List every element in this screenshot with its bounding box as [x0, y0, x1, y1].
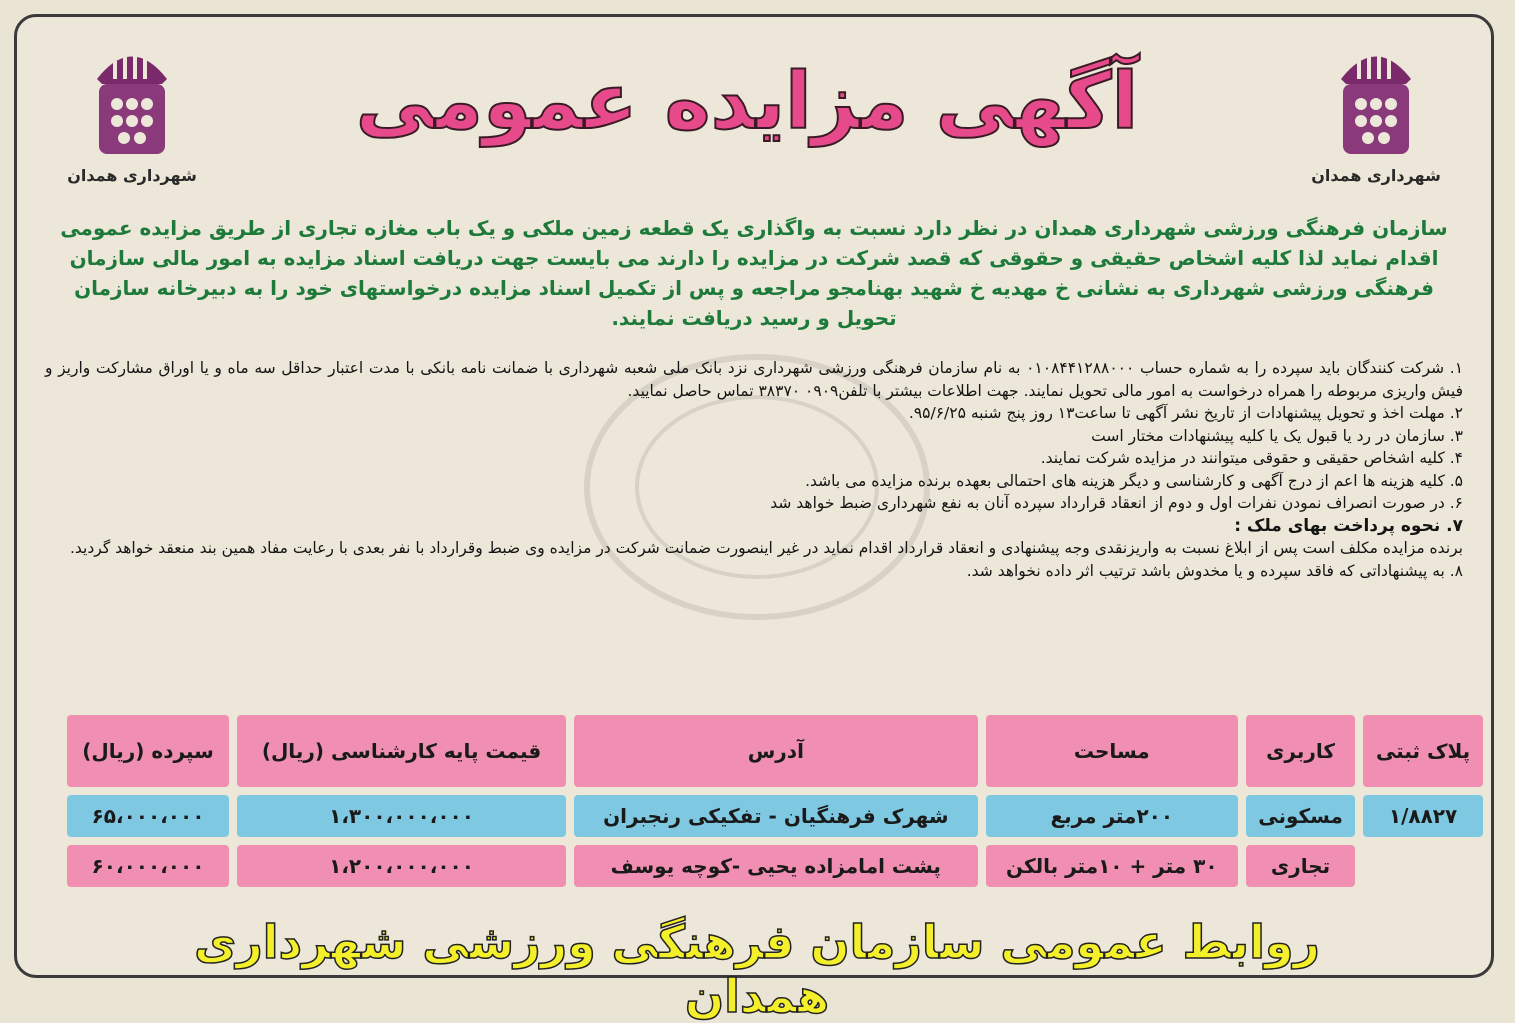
hamedan-emblem-icon [1321, 39, 1431, 164]
term-item: ۲. مهلت اخذ و تحویل پیشنهادات از تاریخ نشر آگهی تا ساعت۱۳ روز پنج شنبه ۹۵/۶/۲۵. [908, 404, 1463, 422]
table-header-cell: سپرده (ریال) [67, 715, 229, 787]
table-cell: ۶۰،۰۰۰،۰۰۰ [67, 845, 229, 887]
term-item: ۸. به پیشنهاداتی که فاقد سپرده و یا مخدوش باشد ترتیب اثر داده نخواهد شد. [966, 561, 1463, 580]
table-header-cell: کاربری [1246, 715, 1355, 787]
advertisement-frame [14, 14, 1494, 1023]
table-cell: ۶۵،۰۰۰،۰۰۰ [67, 795, 229, 837]
footer-signature: روابط عمومی سازمان فرهنگی ورزشی شهرداری همدان [194, 915, 1320, 1023]
term-item: برنده مزایده مکلف است پس از ابلاغ نسبت به واریزنقدی وجه پیشنهادی و انعقاد قرارداد اقدام نماید در غیر اینصورت ضمانت شرکت در مزایده وی ضبط وقرارداد با نفر بعدی با رعایت مفاد همین بند منعقد خواهد گردید. [69, 539, 1463, 557]
table-cell: شهرک فرهنگیان - تفکیکی رنجبران [574, 795, 978, 837]
term-item-payment-heading: ۷. نحوه پرداخت بهای ملک : [1234, 515, 1463, 536]
term-item: ۱. شرکت کنندگان باید سپرده را به شماره حساب ۰۱۰۸۴۴۱۲۸۸۰۰۰ به نام سازمان فرهنگی ورزشی شهرداری نزد بانک ملی شعبه شهرداری با ضمانت نامه بانکی با مدت اعتبار حداقل سه ماه و یا اوراق مشارکت واریز و فیش واریزی مربوطه را همراه درخواست به امور مالی تحویل نمایند. جهت اطلاعات بیشتر با تلفن۰۹۰۹ ۳۸۳۷۰ تماس حاصل نمایید. [45, 359, 1464, 400]
table-cell: ۱/۸۸۲۷ [1363, 795, 1483, 837]
table-cell: تجاری [1246, 845, 1355, 887]
municipality-logo-left [57, 39, 207, 185]
term-item: ۴. کلیه اشخاص حقیقی و حقوقی میتوانند در مزایده شرکت نمایند. [1040, 449, 1463, 467]
table-header-cell: مساحت [986, 715, 1238, 787]
table-header-cell: پلاک ثبتی [1363, 715, 1483, 787]
intro-paragraph: سازمان فرهنگی ورزشی شهرداری همدان در نظر دارد نسبت به واگذاری یک قطعه زمین ملکی و یک باب مغازه تجاری از طریق مزایده عمومی اقدام نماید لذا کلیه اشخاص حقیقی و حقوقی که قصد شرکت در مزایده را دارند می بایست جهت دریافت اسناد مزایده به امور مالی سازمان فرهنگی ورزشی شهرداری به نشانی خ مهدیه خ شهید بهنامجو مراجعه و پس از تکمیل اسناد مزایده درخواستهای خود را به دبیرخانه سازمان تحویل و رسید دریافت نمایند. [60, 216, 1448, 330]
term-item: ۵. کلیه هزینه ها اعم از درج آگهی و کارشناسی و دیگر هزینه های احتمالی بعهده برنده مزایده می باشد. [805, 471, 1463, 490]
table-cell: ۱،۳۰۰،۰۰۰،۰۰۰ [237, 795, 566, 837]
municipality-logo-right [1301, 39, 1451, 185]
logo-caption-right: شهرداری همدان [1311, 166, 1441, 185]
logo-caption-left: شهرداری همدان [67, 166, 197, 185]
term-item: ۶. در صورت انصراف نمودن نفرات اول و دوم از انعقاد قرارداد سپرده آنان به نفع شهرداری ضبط خواهد شد [770, 494, 1463, 512]
page-title: آگهی مزایده عمومی [355, 57, 1139, 147]
table-row [67, 795, 1483, 837]
table-cell: ۲۰۰متر مربع [986, 795, 1238, 837]
table-header-cell: آدرس [574, 715, 978, 787]
table-header-row [67, 715, 1483, 787]
table-cell: پشت امامزاده یحیی -کوچه یوسف [574, 845, 978, 887]
auction-table [59, 707, 1491, 895]
table-header-cell: قیمت پایه کارشناسی (ریال) [237, 715, 566, 787]
table-cell: ۱،۲۰۰،۰۰۰،۰۰۰ [237, 845, 566, 887]
table-cell: ۳۰ متر + ۱۰متر بالکن [986, 845, 1238, 887]
table-cell: مسکونی [1246, 795, 1355, 837]
table-cell [1363, 845, 1483, 887]
term-item: ۳. سازمان در رد یا قبول یک یا کلیه پیشنهادات مختار است [1091, 426, 1463, 445]
terms-list [45, 357, 1463, 582]
table-row [67, 845, 1483, 887]
hamedan-emblem-icon [77, 39, 187, 164]
